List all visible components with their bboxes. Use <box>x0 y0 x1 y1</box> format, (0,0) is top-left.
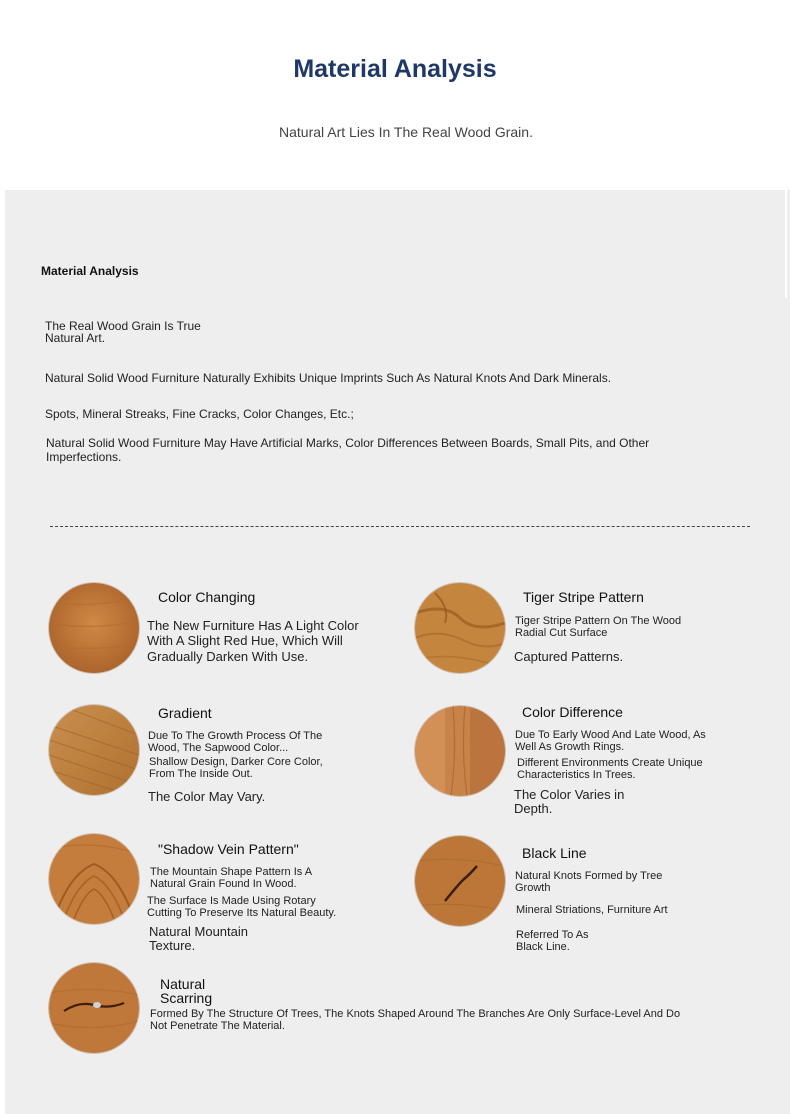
feature-note-gradient: The Color May Vary. <box>148 789 266 804</box>
wood-sample-shadow-vein <box>49 834 139 924</box>
wood-sample-color-changing <box>49 583 139 673</box>
desc-line: Cutting To Preserve Its Natural Beauty. <box>147 906 337 919</box>
desc-line: Different Environments Create Unique <box>517 757 703 769</box>
note-line: Depth. <box>514 800 553 816</box>
desc-line: From The Inside Out. <box>149 767 253 780</box>
wood-sample-black-line <box>415 836 505 926</box>
feature-desc-black-line-2: Mineral Striations, Furniture Art <box>516 904 668 916</box>
desc-line: Due To The Growth Process Of The <box>148 730 323 742</box>
desc-line: The Mountain Shape Pattern Is A <box>150 866 313 878</box>
desc-line: Due To Early Wood And Late Wood, As <box>515 729 706 741</box>
note-line: Natural Mountain <box>149 924 248 939</box>
title-line: Scarring <box>160 990 213 1006</box>
grain-title <box>45 320 201 344</box>
feature-note-tiger-stripe: Captured Patterns. <box>514 649 624 664</box>
feature-desc-color-difference-2 <box>517 758 703 781</box>
wood-sample-color-difference <box>415 706 505 796</box>
feature-title-tiger-stripe: Tiger Stripe Pattern <box>523 589 644 605</box>
feature-note-color-difference <box>514 788 624 815</box>
desc-line: Characteristics In Trees. <box>517 768 636 781</box>
note-line: The Color Varies in <box>514 787 625 802</box>
panel-edge-divider <box>785 190 787 298</box>
wood-sample-gradient <box>49 705 139 795</box>
feature-desc-color-changing <box>147 618 359 664</box>
desc-line: Natural Grain Found In Wood. <box>150 877 297 890</box>
desc-line: Well As Growth Rings. <box>515 740 625 753</box>
dashed-divider <box>50 526 750 527</box>
desc-line: Growth <box>515 881 551 894</box>
desc-line: Wood, The Sapwood Color... <box>148 741 289 754</box>
feature-title-gradient: Gradient <box>158 705 212 721</box>
feature-title-natural-scarring <box>160 977 212 1005</box>
section-label: Material Analysis <box>41 264 139 278</box>
wood-sample-tiger-stripe <box>415 583 505 673</box>
material-panel <box>5 190 790 1114</box>
feature-note-black-line <box>516 930 589 953</box>
feature-title-shadow-vein: "Shadow Vein Pattern" <box>158 841 299 857</box>
note-line: Black Line. <box>516 940 570 953</box>
feature-note-shadow-vein <box>149 925 248 952</box>
desc-line: Shallow Design, Darker Core Color, <box>149 756 323 768</box>
feature-title-black-line: Black Line <box>522 845 587 861</box>
intro-paragraph-2: Spots, Mineral Streaks, Fine Cracks, Color Changes, Etc.; <box>45 407 354 421</box>
desc-line: With A Slight Red Hue, Which Will <box>147 633 343 649</box>
desc-line: Natural Knots Formed by Tree <box>515 870 663 882</box>
desc-line: Formed By The Structure Of Trees, The Knots Shaped Around The Branches Are Only Surface-Level And Do <box>150 1008 681 1020</box>
feature-desc-natural-scarring <box>150 1009 680 1032</box>
wood-sample-natural-scarring <box>49 963 139 1053</box>
feature-desc-color-difference-1 <box>515 730 706 753</box>
desc-line: Radial Cut Surface <box>515 626 608 639</box>
feature-desc-black-line-1 <box>515 871 662 894</box>
intro-paragraph-3: Natural Solid Wood Furniture May Have Artificial Marks, Color Differences Between Boards, Small Pits, and Other Imperfections. <box>46 436 650 465</box>
grain-title-line-2: Natural Art. <box>45 331 106 345</box>
feature-desc-gradient-1 <box>148 731 322 754</box>
feature-title-color-difference: Color Difference <box>522 704 623 720</box>
desc-line: Tiger Stripe Pattern On The Wood <box>515 615 682 627</box>
intro-paragraph-1: Natural Solid Wood Furniture Naturally Exhibits Unique Imprints Such As Natural Knots And Dark Minerals. <box>45 371 612 385</box>
page-subtitle: Natural Art Lies In The Real Wood Grain. <box>279 124 533 140</box>
note-line: Referred To As <box>516 929 589 941</box>
desc-line: The New Furniture Has A Light Color <box>147 618 359 633</box>
desc-line: Not Penetrate The Material. <box>150 1019 285 1032</box>
feature-desc-gradient-2 <box>149 757 323 780</box>
title-line: Natural <box>160 976 206 992</box>
desc-line: Gradually Darken With Use. <box>147 648 309 664</box>
desc-line: The Surface Is Made Using Rotary <box>147 895 316 907</box>
note-line: Texture. <box>149 937 196 953</box>
feature-title-color-changing: Color Changing <box>158 589 256 605</box>
feature-desc-shadow-vein-2 <box>147 896 336 919</box>
grain-title-line-1: The Real Wood Grain Is True <box>45 319 201 333</box>
feature-desc-shadow-vein-1 <box>150 867 312 890</box>
page-title: Material Analysis <box>293 55 497 83</box>
feature-desc-tiger-stripe <box>515 616 681 639</box>
